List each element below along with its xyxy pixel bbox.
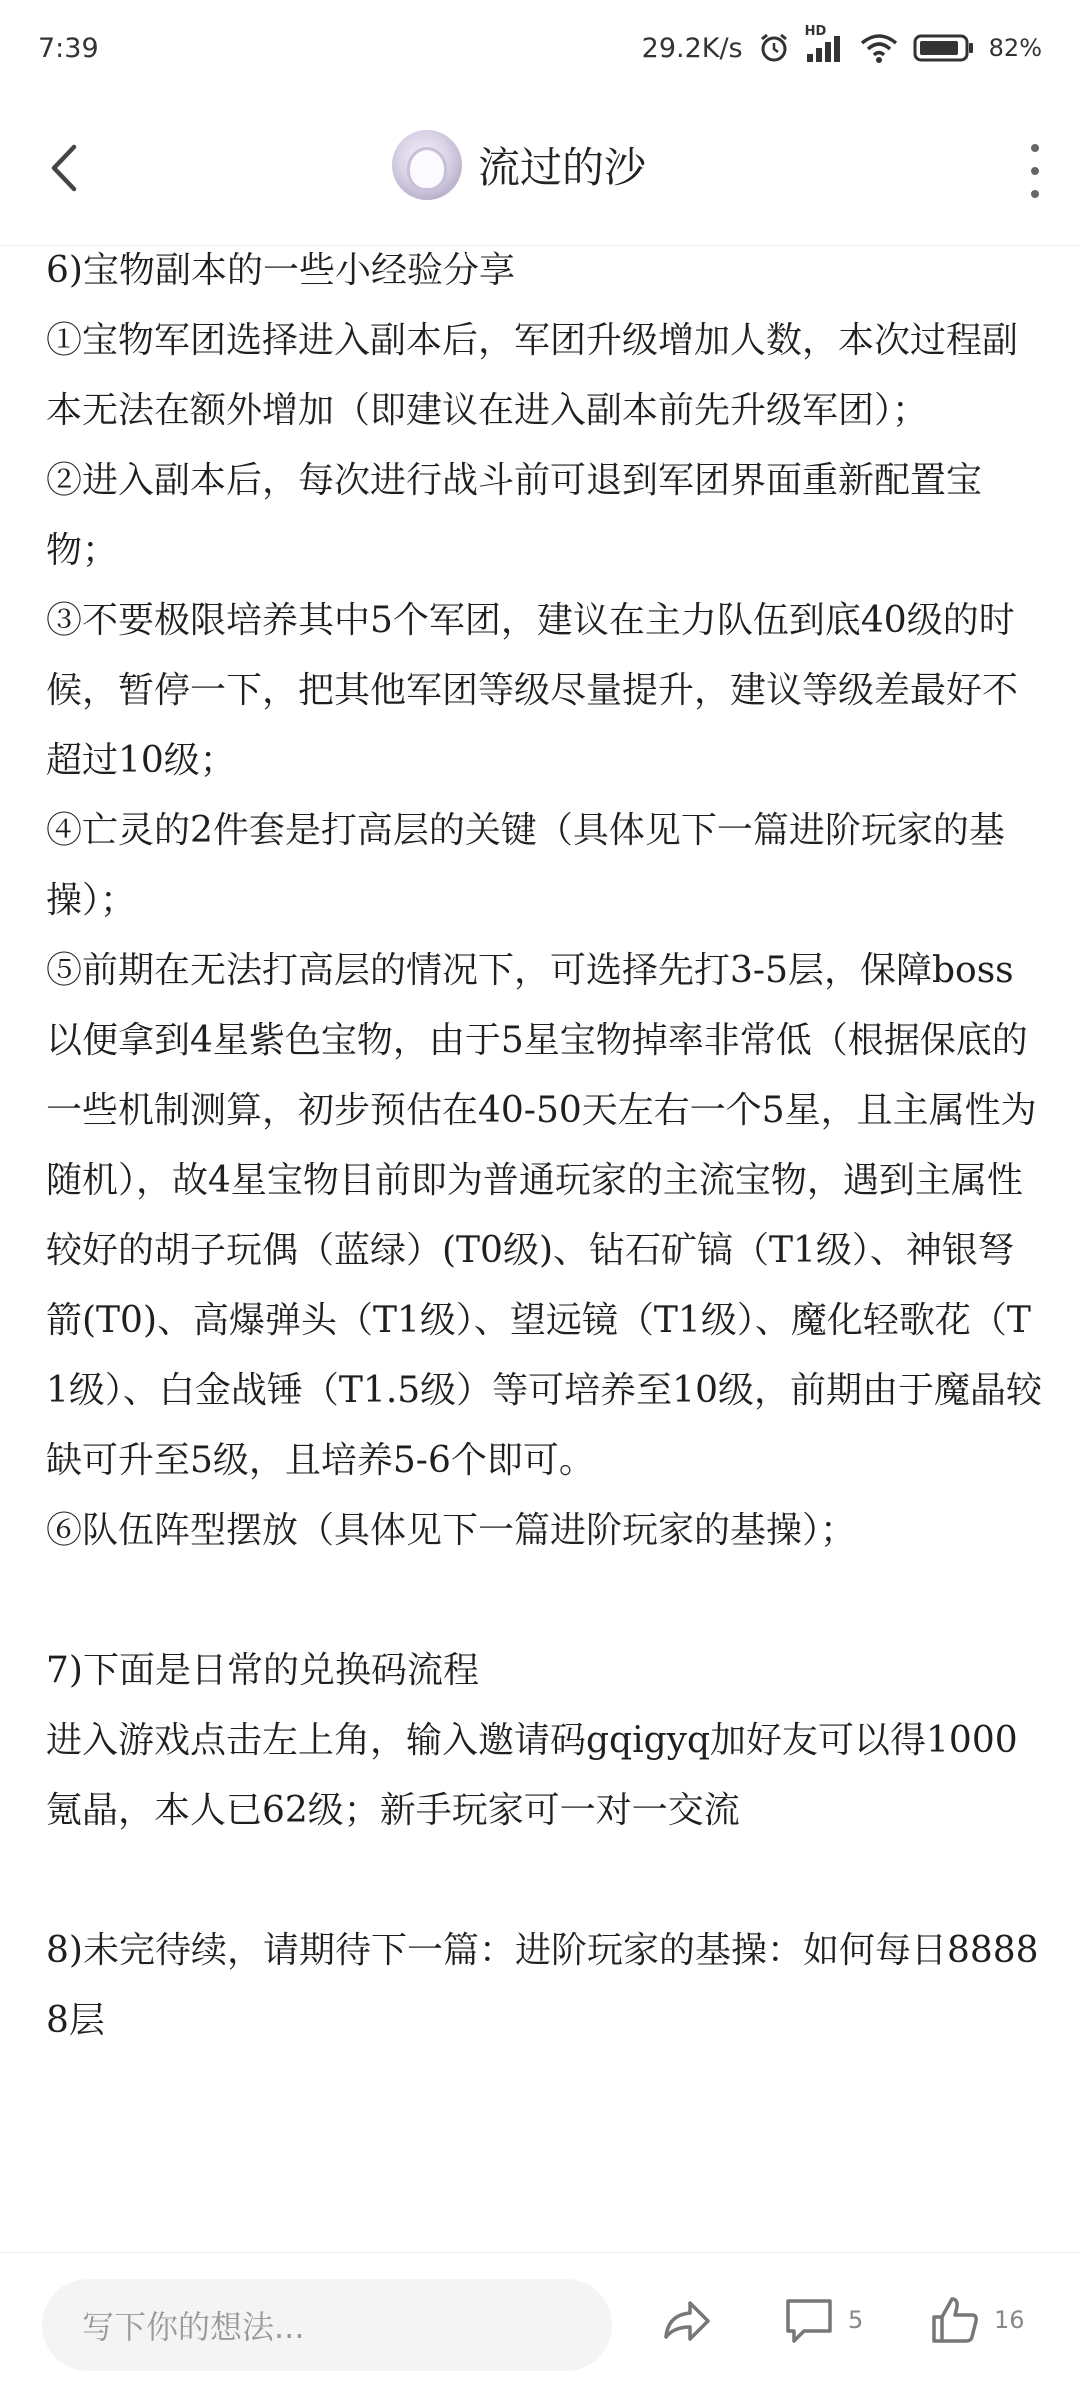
comment-input[interactable] xyxy=(42,2279,612,2371)
share-button[interactable] xyxy=(658,2293,714,2349)
article-paragraph: 进入游戏点击左上角，输入邀请码gqigyq加好友可以得1000氪晶，本人已62级；新手玩家可一对一交流 xyxy=(46,1720,1018,1831)
more-button[interactable] xyxy=(1020,144,1050,198)
article-paragraph: 6)宝物副本的一些小经验分享 xyxy=(46,250,515,291)
more-vertical-icon xyxy=(1031,144,1039,152)
article-paragraph: ①宝物军团选择进入副本后，军团升级增加人数，本次过程副本无法在额外增加（即建议在进入副本前先升级军团）； xyxy=(46,320,1019,431)
article-paragraph: ⑥队伍阵型摆放（具体见下一篇进阶玩家的基操）； xyxy=(46,1510,857,1551)
article-paragraph: ⑤前期在无法打高层的情况下，可选择先打3-5层，保障boss以便拿到4星紫色宝物，由于5星宝物掉率非常低（根据保底的一些机制测算，初步预估在40-50天左右一个5星，且主属性为随机），故4星宝物目前即为普通玩家的主流宝物，遇到主属性较好的胡子玩偶（蓝绿）(T0级)、钻石矿镐（T1级）、神银弩箭(T0)、高爆弹头（T1级）、望远镜（T1级）、魔化轻歌花（T1级）、白金战锤（T1.5级）等可培养至10级，前期由于魔晶较缺可升至5级，且培养5-6个即可。 xyxy=(46,950,1042,1481)
battery-icon xyxy=(913,33,975,63)
like-count: 16 xyxy=(994,2306,1025,2334)
article-paragraph: ②进入副本后，每次进行战斗前可退到军团界面重新配置宝物； xyxy=(46,460,983,571)
thumbs-up-icon xyxy=(928,2293,982,2347)
status-icons xyxy=(641,24,1042,65)
comment-bubble-icon xyxy=(782,2293,836,2347)
share-arrow-icon xyxy=(658,2293,714,2349)
battery-percent: 82% xyxy=(988,34,1042,62)
article-body xyxy=(46,236,1046,2056)
more-dot xyxy=(1031,190,1039,198)
like-button[interactable] xyxy=(928,2293,1025,2347)
status-bar xyxy=(0,0,1080,96)
author-info[interactable] xyxy=(392,130,646,200)
comment-count: 5 xyxy=(848,2306,864,2334)
paragraph-spacer xyxy=(46,1846,1046,1916)
author-name[interactable]: 流过的沙 xyxy=(478,143,647,192)
avatar[interactable] xyxy=(392,130,462,200)
article-paragraph: 7)下面是日常的兑换码流程 xyxy=(46,1650,479,1691)
paragraph-spacer xyxy=(46,1566,1046,1636)
wifi-icon xyxy=(859,32,899,64)
article-paragraph: 8)未完待续，请期待下一篇：进阶玩家的基操：如何每日88888层 xyxy=(46,1930,1039,2041)
network-speed: 29.2K/s xyxy=(641,32,743,64)
comment-placeholder: 写下你的想法... xyxy=(82,2308,305,2346)
article-paragraph: ④亡灵的2件套是打高层的关键（具体见下一篇进阶玩家的基操）； xyxy=(46,810,1005,921)
bottom-action-bar xyxy=(0,2252,1080,2401)
chevron-left-icon xyxy=(48,143,78,193)
alarm-icon xyxy=(757,31,791,65)
article-paragraph: ③不要极限培养其中5个军团，建议在主力队伍到底40级的时候，暂停一下，把其他军团等级尽量提升，建议等级差最好不超过10级； xyxy=(46,600,1019,781)
network-type: HD xyxy=(804,24,827,39)
comment-button[interactable] xyxy=(782,2293,863,2347)
signal-icon xyxy=(804,24,845,64)
article-header xyxy=(0,96,1080,246)
back-button[interactable] xyxy=(36,138,90,198)
more-dot xyxy=(1031,167,1039,175)
status-time: 7:39 xyxy=(38,32,99,64)
